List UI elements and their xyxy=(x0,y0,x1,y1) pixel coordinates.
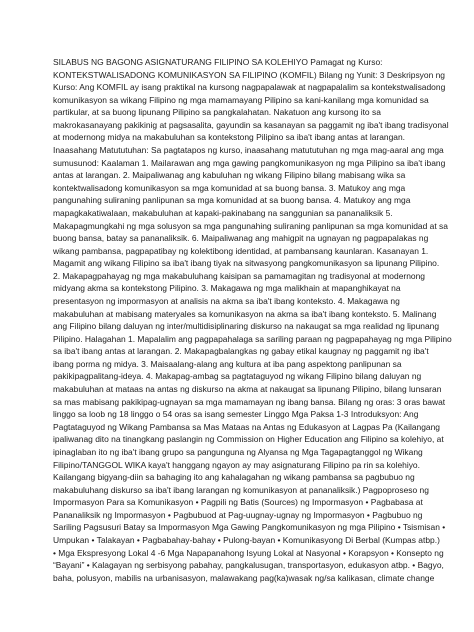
text-line: komunikasyon sa wikang Filipino ng mga mamamayang Pilipino sa kani-kanilang mga komunidad sa xyxy=(53,94,429,105)
text-line: ipaliwanag dito na tinangkang paslangin ng Commission on Higher Education ang Filipino sa kolehiyo, at xyxy=(53,434,444,445)
text-line: • Mga Ekspresyong Lokal 4 -6 Mga Napapanahong Isyung Lokal at Nasyonal • Korapsyon • Konsepto ng xyxy=(53,547,444,558)
text-line: makrokasanayang pakikinig at pagsasalita, gayundin sa kasanayan sa paggamit ng iba't ibang tradisyonal xyxy=(53,119,449,130)
text-line: wikang pambansa, pagpapatibay ng kolektibong identidad, at pambansang kaunlaran. Kasanayan 1. xyxy=(53,245,429,256)
text-line: “Bayani” • Kalagayan ng serbisyong pabahay, pangkalusugan, transportasyon, edukasyon atbp. • Bagyo, xyxy=(53,560,444,571)
text-line: Magamit ang wikang Filipino sa iba't ibang tiyak na sitwasyong pangkomunikasyon sa lipunang Pilipino. xyxy=(53,258,440,269)
text-line: Impormasyon Para sa Komunikasyon • Pagpili ng Batis (Sources) ng Impormasyon • Pagbabasa at xyxy=(53,497,423,508)
text-line: mapagkakatiwalaan, makabuluhan at kapaki-pakinabang na sanggunian sa pananaliksik 5. xyxy=(53,207,393,218)
text-line: Pananaliksik ng Impormasyon • Pagbubuod at Pag-uugnay-ugnay ng Impormasyon • Pagbubuo ng xyxy=(53,509,423,520)
text-line: pakikipagpalitang-ideya. 4. Makapag-ambag sa pagtataguyod ng wikang Filipino bilang daluyan ng xyxy=(53,371,422,382)
text-line: Kailangang bigyang-diin sa bahaging ito ang kahalagahan ng wikang pambansa sa pagbubuo ng xyxy=(53,472,415,483)
text-line: Inaasahang Matututuhan: Sa pagtatapos ng kurso, inaasahang matututuhan ng mga mag-aaral ang mga xyxy=(53,145,444,156)
text-line: ibang porma ng midya. 3. Maisaalang-alang ang kultura at iba pang aspektong panlipunan sa xyxy=(53,358,402,369)
text-line: Umpukan • Talakayan • Pagbabahay-bahay • Pulong-bayan • Komunikasyong Di Berbal (Kumpas atbp.) xyxy=(53,534,440,545)
text-line: SILABUS NG BAGONG ASIGNATURANG FILIPINO SA KOLEHIYO Pamagat ng Kurso: xyxy=(53,57,383,67)
text-line: Pilipino. Halagahan 1. Mapalalim ang pagpapahalaga sa sariling paraan ng pagpapahayag ng mga Pilipino xyxy=(53,333,452,344)
text-line: presentasyon ng impormasyon at analisis na akma sa iba't ibang konteksto. 4. Makagawa ng xyxy=(53,295,400,306)
text-line: Sariling Pagsusuri Batay sa Impormasyon Mga Gawing Pangkomunikasyon ng mga Pilipino • Tsismisan • xyxy=(53,522,446,533)
text-line: sa iba't ibang antas at larangan. 2. Makapagbalangkas ng gabay etikal kaugnay ng paggamit ng iba't xyxy=(53,346,429,357)
document-body-text xyxy=(53,56,452,584)
text-line: KONTEKSTWALISADONG KOMUNIKASYON SA FILIPINO (KOMFIL) Bilang ng Yunit: 3 Deskripsyon ng xyxy=(53,69,445,80)
text-line: Kurso: Ang KOMFIL ay isang praktikal na kursong nagpapalawak at nagpapalalim sa kontekstwalisadong xyxy=(53,82,446,93)
text-line: Filipino/TANGGOL WIKA kaya't hanggang ngayon ay may asignaturang Filipino pa rin sa kolehiyo. xyxy=(53,459,420,470)
text-line: sumusunod: Kaalaman 1. Mailarawan ang mga gawing pangkomunikasyon ng mga Pilipino sa iba't ibang xyxy=(53,157,446,168)
text-line: midyang akma sa kontekstong Pilipino. 3. Makagawa ng mga malikhain at mapanghikayat na xyxy=(53,283,401,294)
text-line: linggo sa loob ng 18 linggo o 54 oras sa isang semester Linggo Mga Paksa 1-3 Introduksyon: Ang xyxy=(53,409,419,420)
text-line: buong bansa, batay sa pananaliksik. 6. Maipaliwanag ang mahigpit na ugnayan ng pagpapalakas ng xyxy=(53,233,429,244)
text-line: 2. Makapagpahayag ng mga makabuluhang kaisipan sa pamamagitan ng tradisyonal at modernong xyxy=(53,270,425,281)
text-line: partikular, at sa buong lipunang Pilipino sa pangkalahatan. Nakatuon ang kursong ito sa xyxy=(53,107,381,118)
text-line: ang Filipino bilang daluyan ng inter/multidisiplinaring diskurso na nakaugat sa mga realidad ng lipunang xyxy=(53,321,440,332)
text-line: makabuluhan at mabisang materyales sa komunikasyon na akma sa iba't ibang konteksto. 5. Malinang xyxy=(53,308,437,319)
text-line: baha, polusyon, mabilis na urbanisasyon, malawakang pag(ka)wasak ng/sa kalikasan, climate change xyxy=(53,572,435,583)
text-line: sa mas mabisang pakikipag-ugnayan sa mga mamamayan ng ibang bansa. Bilang ng oras: 3 oras bawat xyxy=(53,396,446,407)
text-line: makabuluhang diskurso sa iba't ibang larangan ng komunikasyon at pananaliksik.) Pagpoproseso ng xyxy=(53,484,429,495)
text-line: kontektwalisadong komunikasyon sa mga komunidad at sa buong bansa. 3. Matukoy ang mga xyxy=(53,182,406,193)
text-line: at modernong midya na makabuluhan sa kontekstong Pilipino sa iba't ibang antas at larangan. xyxy=(53,132,405,143)
text-line: Makapagmungkahi ng mga solusyon sa mga pangunahing suliraning panlipunan sa mga komunidad at sa xyxy=(53,220,448,231)
text-line: ipinaglaban ito ng iba't ibang grupo sa pangunguna ng Alyansa ng Mga Tagapagtanggol ng Wikang xyxy=(53,446,423,457)
text-line: makabuluhan at mataas na antas ng diskurso na akma at nakaugat sa lipunang Pilipino, bilang lunsaran xyxy=(53,384,442,395)
text-line: antas at larangan. 2. Maipaliwanag ang kabuluhan ng wikang Filipino bilang mabisang wika sa xyxy=(53,170,406,181)
text-line: Pagtataguyod ng Wikang Pambansa sa Mas Mataas na Antas ng Edukasyon at Lagpas Pa (Kailangang xyxy=(53,421,440,432)
text-line: pangunahing suliraning panlipunan sa mga komunidad at sa buong bansa. 4. Matukoy ang mga xyxy=(53,195,411,206)
